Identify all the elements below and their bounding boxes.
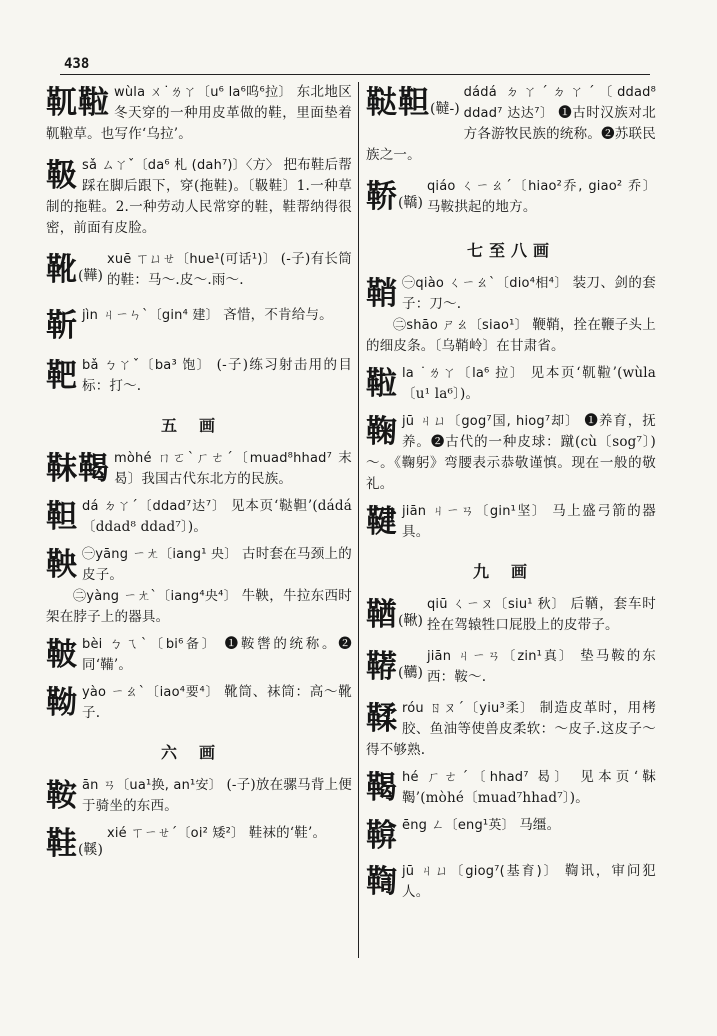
pronunciation: jū ㄐㄩ〔gog⁷国, hiog⁷却〕 [402, 414, 580, 429]
headword-variant: (鞽) [398, 195, 423, 211]
pronunciation: qiū ㄑㄧㄡ〔siu¹ 秋〕 [426, 597, 566, 612]
headword: 鞡 [366, 366, 398, 402]
headword: 鞥 [366, 818, 398, 854]
headword: 靰鞡 [46, 85, 110, 121]
definition: 末曷〕我国古代东北方的民族。 [114, 450, 352, 487]
headword: 鞒(鞽) [366, 179, 423, 215]
headword: 鞘 [366, 276, 398, 312]
definition: 马缰。 [519, 817, 561, 833]
pronunciation: ㊁yàng ㄧㄤˋ〔iang⁴央⁴〕 [73, 589, 237, 604]
definition: 见本页‘靰鞡’(wùla〔u¹ la⁶〕)。 [402, 365, 656, 402]
definition: 古时套在马颈上的皮子。 [82, 546, 352, 583]
pronunciation: xié ㄒㄧㄝˊ〔oi² 矮²〕 [106, 826, 245, 841]
dictionary-subentry [366, 315, 656, 357]
definition: 装刀、剑的套子：刀～. [402, 275, 656, 312]
definition: 后鞧，套车时拴在驾辕牲口屁股上的皮带子。 [426, 596, 656, 633]
dictionary-entry [46, 544, 352, 586]
pronunciation: yào ㄧㄠˋ〔iao⁴要⁴〕 [82, 685, 220, 700]
dictionary-entry [46, 305, 352, 344]
dictionary-entry [366, 815, 656, 854]
pronunciation: sǎ ㄙㄚˇ〔da⁶ 札 (dah⁷)〕〈方〉 [82, 158, 279, 173]
headword: 靸 [46, 158, 78, 194]
dictionary-entry [366, 594, 656, 636]
pronunciation: jiān ㄐㄧㄢ〔zin¹真〕 [426, 649, 574, 664]
section-heading: 九画 [472, 562, 549, 581]
definition: 制造皮革时，用栲胶、鱼油等使兽皮柔软：～皮子.这皮子～得不够熟. [366, 700, 656, 758]
pronunciation: jiān ㄐㄧㄢ〔gin¹坚〕 [402, 504, 547, 519]
dictionary-entry [366, 698, 656, 761]
headword: 鞨 [366, 770, 398, 806]
dictionary-entry [46, 155, 352, 239]
pronunciation: ān ㄢ〔ua¹换, an¹安〕 [82, 778, 222, 793]
dictionary-entry [46, 82, 352, 145]
pronunciation: qiáo ㄑㄧㄠˊ〔hiao²乔, giao² 乔〕 [426, 179, 656, 194]
headword: 靳 [46, 308, 78, 344]
dictionary-entry [366, 176, 656, 218]
dictionary-entry [46, 448, 352, 490]
headword: 靴(鞾) [46, 252, 103, 288]
definition: 垫马鞍的东西：鞍～. [426, 648, 656, 685]
pronunciation: dá ㄉㄚˊ〔ddad⁷达⁷〕 [82, 499, 226, 514]
pronunciation: bǎ ㄅㄚˇ〔ba³ 饱〕 [82, 358, 211, 373]
left-column [46, 82, 352, 869]
pronunciation: ㊀qiào ㄑㄧㄠˋ〔dio⁴相⁴〕 [402, 276, 568, 291]
dictionary-entry [366, 411, 656, 495]
definition: ❶养育，抚养。❷古代的一种皮球：蹴(cù〔sog⁷〕)～。《鞠躬》弯腰表示恭敬谨慎。现在一般的敬礼。 [366, 413, 656, 492]
headword: 靿 [46, 685, 78, 721]
pronunciation: jū ㄐㄩ〔giog⁷(基育)〕 [402, 864, 559, 879]
dictionary-subentry [46, 586, 352, 628]
headword: 鞅 [46, 547, 78, 583]
definition: (-子)放在骡马背上便于骑坐的东西。 [82, 777, 352, 814]
dictionary-entry [46, 355, 352, 397]
dictionary-entry [366, 273, 656, 315]
definition: 鞫讯，审问犯人。 [402, 863, 657, 900]
dictionary-entry [46, 823, 352, 862]
header-rule [60, 74, 650, 75]
pronunciation: ㊁shāo ㄕㄠ〔siao¹〕 [393, 318, 528, 333]
column-divider [358, 82, 359, 958]
page-number: 438 [64, 56, 90, 72]
dictionary-entry [46, 249, 352, 291]
headword-variant: (鞾) [78, 268, 103, 284]
definition: 吝惜，不肯给与。 [223, 307, 333, 323]
pronunciation: wùla ㄨ˙ㄌㄚ〔u⁶ la⁶呜⁶拉〕 [114, 85, 292, 100]
pronunciation: ㊀yāng ㄧㄤ〔iang¹ 央〕 [82, 547, 238, 562]
headword: 鞯(韉) [366, 649, 423, 685]
pronunciation: dádá ㄉㄚˊㄉㄚˊ〔ddad⁸ ddad⁷ 达达⁷〕 [463, 85, 656, 121]
definition: 牛鞅，牛拉东西时架在脖子上的器具。 [46, 588, 352, 625]
headword-variant: (韉) [398, 665, 423, 681]
definition: 见本页‘鞑靼’(dádá〔ddad⁸ ddad⁷〕)。 [82, 498, 352, 535]
headword: 鞧(鞦) [366, 597, 423, 633]
definition: (-子)有长筒的鞋：马～.皮～.雨～. [106, 251, 352, 288]
dictionary-entry [46, 634, 352, 676]
definition: 见本页‘靺鞨’(mòhé〔muad⁷hhad⁷〕)。 [402, 769, 656, 806]
section-heading: 七至八画 [466, 241, 555, 260]
definition: ❶鞍辔的统称。❷同‘鞴’。 [82, 636, 352, 673]
dictionary-entry [366, 363, 656, 405]
headword: 靶 [46, 358, 78, 394]
headword-variant: (鞵) [78, 842, 103, 858]
headword: 鞣 [366, 701, 398, 737]
headword-variant: (韃-) [430, 101, 460, 117]
pronunciation: xuē ㄒㄩㄝ〔hue¹(可话¹)〕 [106, 252, 277, 267]
dictionary-entry [366, 767, 656, 809]
section-heading: 五画 [160, 416, 237, 435]
definition: 马上盛弓箭的器具。 [402, 503, 656, 540]
definition: 东北地区冬天穿的一种用皮革做的鞋，里面垫着靰鞡草。也写作‘乌拉’。 [46, 84, 352, 142]
headword: 鞫 [366, 864, 398, 900]
headword: 鞬 [366, 504, 398, 540]
definition: 马鞍拱起的地方。 [426, 199, 537, 215]
headword-variant: (鞦) [398, 613, 423, 629]
pronunciation: hé ㄏㄜˊ〔hhad⁷ 曷〕 [402, 770, 572, 785]
definition: 鞭鞘，拴在鞭子头上的细皮条。〔乌鞘岭〕在甘肃省。 [366, 317, 656, 354]
dictionary-entry [46, 496, 352, 538]
headword: 鞋(鞵) [46, 826, 103, 862]
definition: 鞋袜的‘鞋’。 [248, 825, 327, 841]
pronunciation: jìn ㄐㄧㄣˋ〔gin⁴ 建〕 [82, 308, 219, 323]
dictionary-entry [366, 501, 656, 543]
right-column [366, 82, 656, 903]
definition: (-子)练习射击用的目标：打～. [82, 357, 353, 394]
dictionary-entry [366, 646, 656, 688]
pronunciation: mòhé ㄇㄛˋㄏㄜˊ〔muad⁸hhad⁷ [114, 451, 332, 466]
pronunciation: ēng ㄥ〔eng¹英〕 [402, 818, 515, 833]
section-heading: 六画 [160, 743, 237, 762]
headword: 靼 [46, 499, 78, 535]
dictionary-entry [366, 861, 656, 903]
pronunciation: bèi ㄅㄟˋ〔bi⁶备〕 [82, 637, 218, 652]
dictionary-entry [46, 682, 352, 724]
headword: 鞍 [46, 778, 78, 814]
headword: 鞑靼(韃-) [366, 85, 460, 121]
dictionary-entry [46, 775, 352, 817]
definition: ❶古时汉族对北方各游牧民族的统称。❷苏联民族之一。 [366, 105, 656, 163]
definition: 把布鞋后帮踩在脚后跟下，穿(拖鞋)。〔靸鞋〕1.一种草制的拖鞋。2.一种劳动人民常穿的鞋，鞋帮纳得很密，前面有皮脸。 [46, 157, 353, 236]
pronunciation: la ˙ㄌㄚ〔la⁶ 拉〕 [402, 366, 525, 381]
headword: 鞁 [46, 637, 78, 673]
headword: 鞠 [366, 414, 398, 450]
dictionary-entry [366, 82, 656, 166]
definition: 靴筒、袜筒：高～靴子. [82, 684, 352, 721]
pronunciation: róu ㄖㄡˊ〔yiu³柔〕 [402, 701, 535, 716]
headword: 靺鞨 [46, 451, 110, 487]
